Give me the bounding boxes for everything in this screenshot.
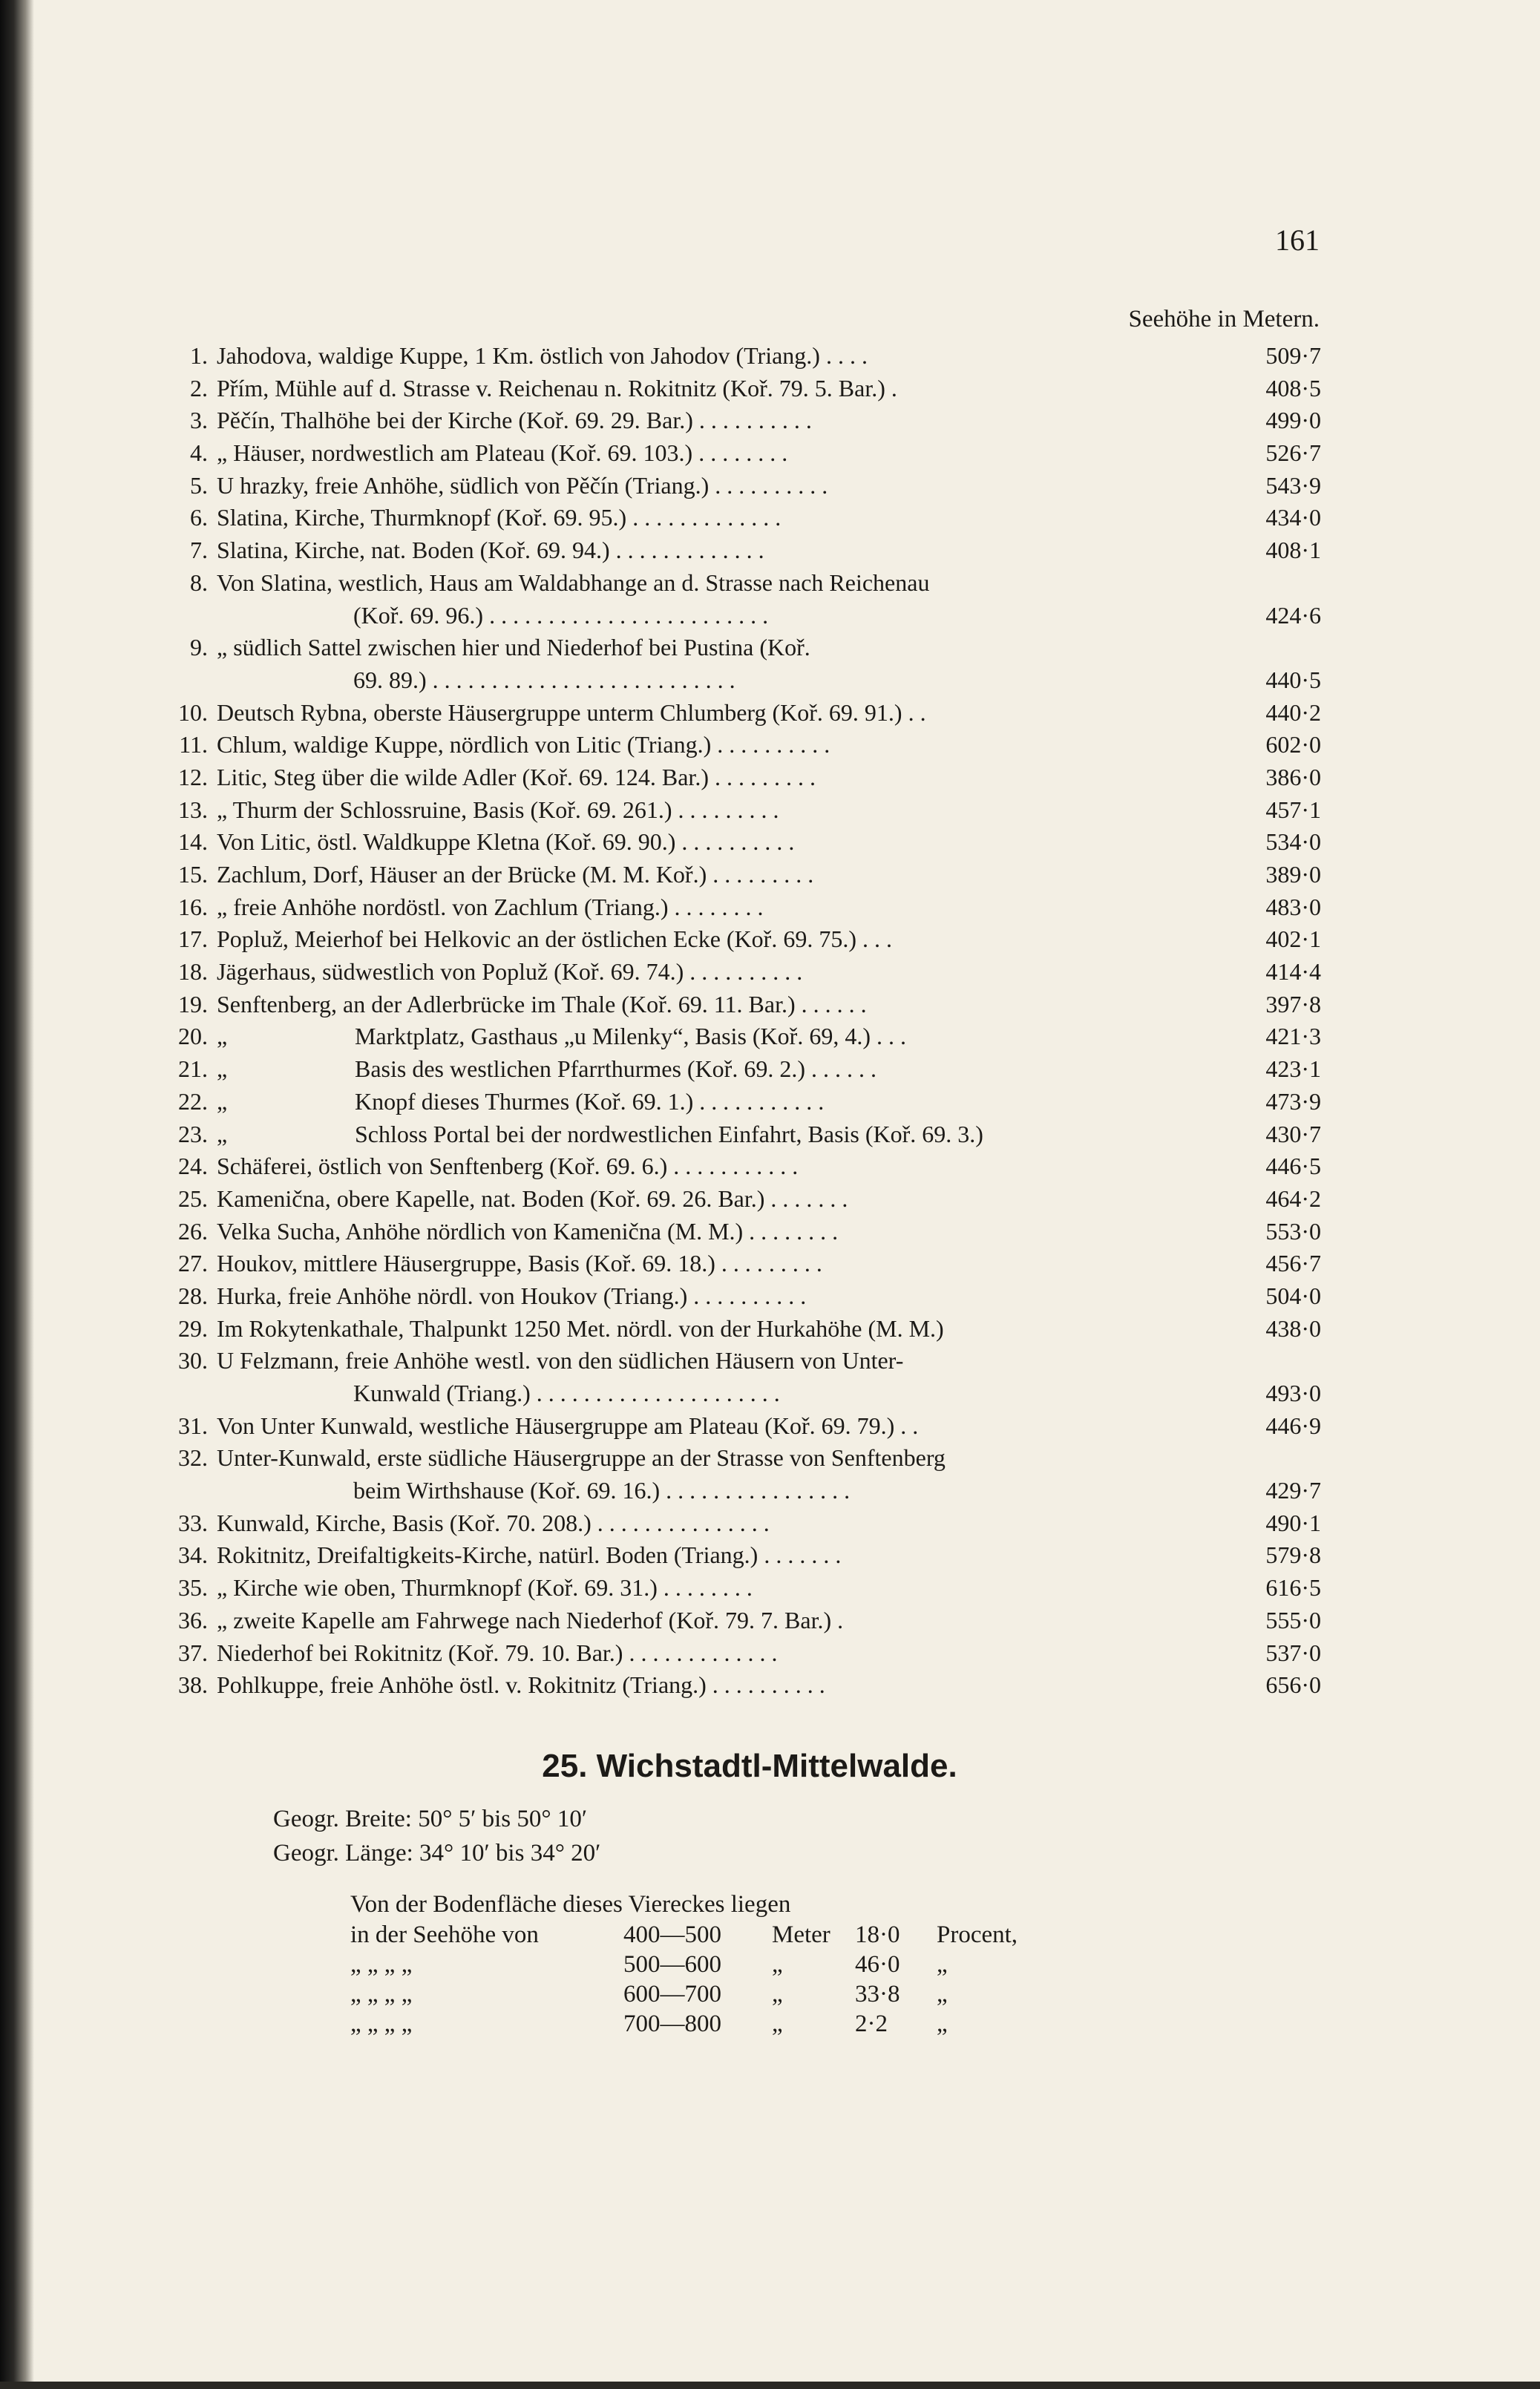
entry-text: Popluž, Meierhof bei Helkovic an der östlichen Ecke (Koř. 69. 75.) . . . (217, 925, 892, 953)
distribution-tail: Procent, (937, 1921, 1018, 1948)
list-item (148, 1053, 1321, 1086)
distribution-range: 700—800 (623, 2011, 721, 2037)
entry-number: 34. (178, 1541, 208, 1569)
list-item (148, 340, 1321, 373)
entry-number: 6. (190, 504, 208, 531)
entry-elevation: 493·0 (1265, 1380, 1321, 1406)
entry-elevation: 504·0 (1265, 1282, 1321, 1309)
list-item (148, 502, 1321, 534)
entry-elevation: 464·2 (1265, 1184, 1321, 1212)
entry-text: Pohlkuppe, freie Anhöhe östl. v. Rokitnitz (Triang.) . . . . . . . . . . (217, 1671, 825, 1699)
entry-number: 15. (178, 861, 208, 888)
entry-elevation: 555·0 (1265, 1606, 1321, 1633)
distribution-tail: „ (937, 2011, 948, 2037)
entry-number: 16. (178, 893, 208, 920)
entry-number: 32. (178, 1444, 208, 1472)
entry-text: Velka Sucha, Anhöhe nördlich von Kamenična (M. M.) . . . . . . . . (217, 1217, 839, 1245)
entry-text: Slatina, Kirche, Thurmknopf (Koř. 69. 95.) . . . . . . . . . . . . . (217, 504, 782, 531)
entry-elevation: 616·5 (1265, 1574, 1321, 1602)
entry-continuation: beim Wirthshause (Koř. 69. 16.) . . . . . . . . . . . . . . . . (353, 1477, 851, 1504)
entry-number: 31. (178, 1412, 208, 1439)
entry-elevation: 423·1 (1265, 1055, 1321, 1083)
entry-elevation: 397·8 (1265, 990, 1321, 1017)
list-item (148, 1572, 1321, 1605)
list-item (148, 1280, 1321, 1313)
list-item (148, 1020, 1321, 1053)
list-item (148, 761, 1321, 794)
entry-subtext: Schloss Portal bei der nordwestlichen Einfahrt, Basis (Koř. 69. 3.) (355, 1120, 983, 1147)
entry-text: Houkov, mittlere Häusergruppe, Basis (Koř. 69. 18.) . . . . . . . . . (217, 1250, 822, 1277)
list-item (148, 470, 1321, 502)
entry-text: „ südlich Sattel zwischen hier und Niederhof bei Pustina (Koř. (217, 634, 810, 661)
list-item (148, 1410, 1321, 1443)
distribution-range: 400—500 (623, 1921, 721, 1948)
entry-text: Im Rokytenkathale, Thalpunkt 1250 Met. nördl. von der Hurkahöhe (M. M.) (217, 1314, 944, 1342)
list-item (148, 1150, 1321, 1183)
list-item-continuation (148, 600, 1321, 632)
distribution-row (350, 1951, 1018, 1981)
entry-number: 14. (178, 828, 208, 856)
entry-subtext: Knopf dieses Thurmes (Koř. 69. 1.) . . . . . . . . . . . (355, 1087, 825, 1115)
entry-text: Niederhof bei Rokitnitz (Koř. 79. 10. Bar.) . . . . . . . . . . . . . (217, 1639, 778, 1666)
elevation-list (148, 340, 1321, 1702)
entry-text: Zachlum, Dorf, Häuser an der Brücke (M. M. Koř.) . . . . . . . . . (217, 861, 814, 888)
list-item (148, 1669, 1321, 1702)
entry-text: Senftenberg, an der Adlerbrücke im Thale (Koř. 69. 11. Bar.) . . . . . . (217, 990, 867, 1017)
distribution-unit: Meter (772, 1921, 830, 1948)
entry-elevation: 440·2 (1265, 698, 1321, 726)
entry-number: 8. (190, 568, 208, 596)
distribution-lead: „ „ „ „ (350, 1951, 413, 1978)
entry-text: Von Slatina, westlich, Haus am Waldabhange an d. Strasse nach Reichenau (217, 568, 930, 596)
entry-text: Rokitnitz, Dreifaltigkeits-Kirche, natürl. Boden (Triang.) . . . . . . . (217, 1541, 842, 1569)
entry-text: Pěčín, Thalhöhe bei der Kirche (Koř. 69. 29. Bar.) . . . . . . . . . . (217, 407, 812, 434)
list-item (148, 1442, 1321, 1475)
entry-elevation: 483·0 (1265, 893, 1321, 920)
entry-text: Přím, Mühle auf d. Strasse v. Reichenau n. Rokitnitz (Koř. 79. 5. Bar.) . (217, 374, 897, 402)
entry-number: 25. (178, 1184, 208, 1212)
list-item (148, 404, 1321, 437)
entry-number: 22. (178, 1087, 208, 1115)
distribution-pct: 46·0 (855, 1951, 900, 1978)
entry-elevation: 602·0 (1265, 731, 1321, 758)
entry-elevation: 424·6 (1265, 601, 1321, 629)
entry-elevation: 402·1 (1265, 925, 1321, 953)
list-item (148, 1086, 1321, 1118)
entry-text: Von Unter Kunwald, westliche Häusergruppe am Plateau (Koř. 69. 79.) . . (217, 1412, 919, 1439)
entry-continuation: (Koř. 69. 96.) . . . . . . . . . . . . . . . . . . . . . . . . (353, 601, 769, 629)
list-item (148, 1216, 1321, 1248)
entry-text: „ (217, 1023, 228, 1050)
entry-text: Jägerhaus, südwestlich von Popluž (Koř. 69. 74.) . . . . . . . . . . (217, 958, 803, 986)
entry-number: 20. (178, 1023, 208, 1050)
entry-subtext: Marktplatz, Gasthaus „u Milenky“, Basis (Koř. 69, 4.) . . . (355, 1023, 906, 1050)
list-item (148, 989, 1321, 1021)
distribution-tail: „ (937, 1951, 948, 1978)
entry-elevation: 457·1 (1265, 796, 1321, 823)
entry-text: Hurka, freie Anhöhe nördl. von Houkov (Triang.) . . . . . . . . . . (217, 1282, 807, 1309)
entry-text: „ (217, 1087, 228, 1115)
distribution-unit: „ (772, 1981, 783, 2008)
entry-number: 29. (178, 1314, 208, 1342)
list-item (148, 794, 1321, 827)
book-spine-shadow (0, 0, 34, 2389)
list-item (148, 1183, 1321, 1216)
entry-text: U Felzmann, freie Anhöhe westl. von den südlichen Häusern von Unter- (217, 1347, 904, 1374)
entry-elevation: 386·0 (1265, 763, 1321, 790)
entry-number: 10. (178, 698, 208, 726)
entry-number: 24. (178, 1153, 208, 1180)
entry-number: 2. (190, 374, 208, 402)
list-item (148, 729, 1321, 761)
entry-elevation: 526·7 (1265, 439, 1321, 467)
distribution-lead: „ „ „ „ (350, 1981, 413, 2008)
list-item (148, 534, 1321, 567)
list-item-continuation (148, 664, 1321, 697)
entry-number: 23. (178, 1120, 208, 1147)
entry-elevation: 438·0 (1265, 1314, 1321, 1342)
distribution-row (350, 2011, 1018, 2040)
entry-elevation: 446·9 (1265, 1412, 1321, 1439)
entry-number: 37. (178, 1639, 208, 1666)
entry-number: 19. (178, 990, 208, 1017)
distribution-lead: „ „ „ „ (350, 2011, 413, 2037)
list-item (148, 956, 1321, 989)
geo-laenge: Geogr. Länge: 34° 10′ bis 34° 20′ (273, 1840, 601, 1867)
entry-number: 36. (178, 1606, 208, 1633)
entry-text: Schäferei, östlich von Senftenberg (Koř. 69. 6.) . . . . . . . . . . . (217, 1153, 799, 1180)
entry-elevation: 408·1 (1265, 537, 1321, 564)
entry-elevation: 490·1 (1265, 1509, 1321, 1536)
entry-number: 21. (178, 1055, 208, 1083)
geo-breite: Geogr. Breite: 50° 5′ bis 50° 10′ (273, 1806, 588, 1832)
page-bottom-edge (0, 2382, 1540, 2389)
entry-subtext: Basis des westlichen Pfarrthurmes (Koř. 69. 2.) . . . . . . (355, 1055, 877, 1083)
entry-continuation: 69. 89.) . . . . . . . . . . . . . . . . . . . . . . . . . . (353, 666, 735, 693)
entry-number: 33. (178, 1509, 208, 1536)
entry-elevation: 553·0 (1265, 1217, 1321, 1245)
area-intro: Von der Bodenfläche dieses Viereckes liegen (350, 1891, 791, 1918)
entry-elevation: 543·9 (1265, 471, 1321, 499)
distribution-unit: „ (772, 1951, 783, 1978)
list-item (148, 1345, 1321, 1377)
entry-elevation: 456·7 (1265, 1250, 1321, 1277)
list-item (148, 1118, 1321, 1151)
distribution-pct: 33·8 (855, 1981, 900, 2008)
entry-number: 17. (178, 925, 208, 953)
entry-number: 11. (179, 731, 208, 758)
section-title: 25. Wichstadtl-Mittelwalde. (542, 1748, 957, 1784)
list-item (148, 923, 1321, 956)
entry-number: 3. (190, 407, 208, 434)
entry-text: Litic, Steg über die wilde Adler (Koř. 69. 124. Bar.) . . . . . . . . . (217, 763, 816, 790)
entry-elevation: 509·7 (1265, 342, 1321, 369)
list-item (148, 1605, 1321, 1637)
distribution-pct: 2·2 (855, 2011, 888, 2037)
entry-text: „ Häuser, nordwestlich am Plateau (Koř. 69. 103.) . . . . . . . . (217, 439, 788, 467)
entry-number: 4. (190, 439, 208, 467)
entry-elevation: 537·0 (1265, 1639, 1321, 1666)
distribution-tail: „ (937, 1981, 948, 2008)
entry-text: Deutsch Rybna, oberste Häusergruppe unterm Chlumberg (Koř. 69. 91.) . . (217, 698, 926, 726)
entry-number: 7. (190, 537, 208, 564)
entry-text: „ Thurm der Schlossruine, Basis (Koř. 69. 261.) . . . . . . . . . (217, 796, 779, 823)
list-item (148, 437, 1321, 470)
entry-elevation: 434·0 (1265, 504, 1321, 531)
entry-text: Slatina, Kirche, nat. Boden (Koř. 69. 94.) . . . . . . . . . . . . . (217, 537, 764, 564)
entry-number: 27. (178, 1250, 208, 1277)
list-item-continuation (148, 1475, 1321, 1507)
entry-number: 38. (178, 1671, 208, 1699)
list-item (148, 826, 1321, 859)
entry-number: 30. (178, 1347, 208, 1374)
list-item (148, 1313, 1321, 1346)
entry-elevation: 414·4 (1265, 958, 1321, 986)
entry-number: 26. (178, 1217, 208, 1245)
entry-text: „ (217, 1055, 228, 1083)
entry-number: 5. (190, 471, 208, 499)
entry-number: 35. (178, 1574, 208, 1602)
distribution-lead: in der Seehöhe von (350, 1921, 539, 1948)
entry-elevation: 473·9 (1265, 1087, 1321, 1115)
list-item (148, 1248, 1321, 1280)
page-number: 161 (1275, 223, 1320, 257)
entry-number: 28. (178, 1282, 208, 1309)
entry-number: 12. (178, 763, 208, 790)
entry-elevation: 446·5 (1265, 1153, 1321, 1180)
entry-text: Kunwald, Kirche, Basis (Koř. 70. 208.) . . . . . . . . . . . . . . . (217, 1509, 770, 1536)
entry-text: „ Kirche wie oben, Thurmknopf (Koř. 69. 31.) . . . . . . . . (217, 1574, 753, 1602)
column-heading: Seehöhe in Metern. (1128, 306, 1320, 332)
entry-text: U hrazky, freie Anhöhe, südlich von Pěčín (Triang.) . . . . . . . . . . (217, 471, 828, 499)
entry-number: 13. (178, 796, 208, 823)
list-item (148, 697, 1321, 730)
entry-elevation: 656·0 (1265, 1671, 1321, 1699)
list-item (148, 373, 1321, 405)
list-item (148, 632, 1321, 664)
distribution-unit: „ (772, 2011, 783, 2037)
entry-text: „ freie Anhöhe nordöstl. von Zachlum (Triang.) . . . . . . . . (217, 893, 764, 920)
entry-text: Unter-Kunwald, erste südliche Häusergruppe an der Strasse von Senftenberg (217, 1444, 946, 1472)
entry-elevation: 429·7 (1265, 1477, 1321, 1504)
list-item (148, 1637, 1321, 1670)
list-item (148, 891, 1321, 924)
entry-text: Von Litic, östl. Waldkuppe Kletna (Koř. 69. 90.) . . . . . . . . . . (217, 828, 795, 856)
list-item (148, 1507, 1321, 1540)
entry-elevation: 579·8 (1265, 1541, 1321, 1569)
entry-elevation: 499·0 (1265, 407, 1321, 434)
distribution-range: 600—700 (623, 1981, 721, 2008)
entry-elevation: 421·3 (1265, 1023, 1321, 1050)
entry-elevation: 408·5 (1265, 374, 1321, 402)
entry-text: „ (217, 1120, 228, 1147)
entry-text: „ zweite Kapelle am Fahrwege nach Niederhof (Koř. 79. 7. Bar.) . (217, 1606, 844, 1633)
entry-elevation: 430·7 (1265, 1120, 1321, 1147)
distribution-row (350, 1921, 1018, 1951)
entry-elevation: 534·0 (1265, 828, 1321, 856)
distribution-range: 500—600 (623, 1951, 721, 1978)
list-item (148, 567, 1321, 600)
entry-number: 9. (190, 634, 208, 661)
entry-text: Chlum, waldige Kuppe, nördlich von Litic (Triang.) . . . . . . . . . . (217, 731, 830, 758)
entry-number: 1. (190, 342, 208, 369)
list-item-continuation (148, 1377, 1321, 1410)
entry-text: Kamenična, obere Kapelle, nat. Boden (Koř. 69. 26. Bar.) . . . . . . . (217, 1184, 848, 1212)
distribution-pct: 18·0 (855, 1921, 900, 1948)
distribution-row (350, 1981, 1018, 2011)
list-item (148, 1539, 1321, 1572)
entry-elevation: 440·5 (1265, 666, 1321, 693)
entry-number: 18. (178, 958, 208, 986)
entry-text: Jahodova, waldige Kuppe, 1 Km. östlich von Jahodov (Triang.) . . . . (217, 342, 868, 369)
entry-continuation: Kunwald (Triang.) . . . . . . . . . . . . . . . . . . . . . (353, 1380, 780, 1406)
list-item (148, 859, 1321, 891)
entry-elevation: 389·0 (1265, 861, 1321, 888)
